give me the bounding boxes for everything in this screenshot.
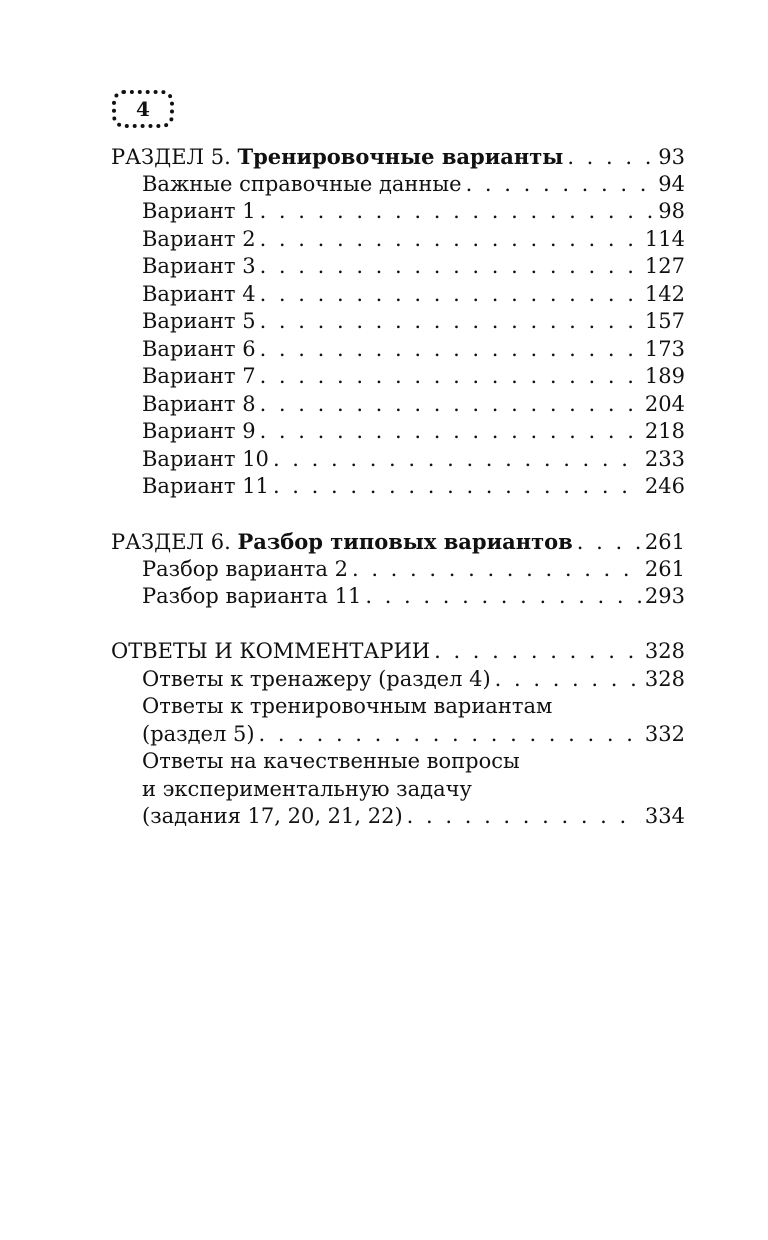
leader-dots: [260, 226, 641, 254]
leader-dots: [260, 391, 641, 419]
leader-dots: [365, 583, 641, 611]
leader-dots: [495, 666, 641, 694]
leader-dots: [260, 308, 641, 336]
toc-item-title: Вариант 1: [142, 199, 256, 223]
toc-page: 233: [644, 446, 685, 471]
toc-item-title: Вариант 5: [142, 309, 256, 333]
toc-item[interactable]: [111, 226, 685, 254]
toc-item-title: Вариант 4: [142, 281, 256, 306]
toc-item-title: Вариант 2: [142, 226, 256, 251]
leader-dots: [260, 281, 641, 309]
toc-item-title: Разбор варианта 11: [142, 584, 362, 608]
toc-page: 218: [644, 419, 685, 443]
leader-dots: [260, 253, 641, 281]
leader-dots: [273, 446, 641, 474]
leader-dots: [352, 556, 641, 584]
toc-item[interactable]: [111, 803, 685, 831]
toc-item[interactable]: [111, 281, 685, 309]
spacer: [111, 611, 685, 639]
toc-section-6[interactable]: [111, 528, 685, 556]
toc-item-title: Вариант 8: [142, 391, 256, 416]
leader-dots: [260, 363, 641, 391]
toc-page: 261: [644, 530, 685, 554]
toc-item-title: Вариант 11: [142, 474, 269, 498]
toc-page: 98: [658, 199, 685, 223]
section-title: Тренировочные варианты: [237, 144, 564, 169]
toc-page: 157: [644, 309, 685, 333]
toc-item[interactable]: [111, 666, 685, 694]
toc-item-title: (задания 17, 20, 21, 22): [142, 804, 403, 828]
toc-item[interactable]: [111, 721, 685, 749]
leader-dots: [260, 418, 641, 446]
leader-dots: [259, 721, 641, 749]
toc-item[interactable]: [111, 556, 685, 584]
leader-dots: [407, 803, 641, 831]
leader-dots: [260, 336, 641, 364]
toc-item-title: Ответы на качественные вопросы: [142, 749, 520, 773]
table-of-contents: [111, 143, 685, 831]
toc-item-title: Вариант 6: [142, 336, 256, 361]
toc-item-title: Вариант 9: [142, 419, 256, 443]
toc-item-line: [111, 748, 685, 776]
toc-page: 114: [644, 226, 685, 251]
toc-page: 189: [644, 364, 685, 388]
toc-section-5[interactable]: [111, 143, 685, 171]
toc-item[interactable]: [111, 446, 685, 474]
page-number: 4: [112, 90, 174, 128]
toc-item[interactable]: [111, 363, 685, 391]
toc-item-line: [111, 776, 685, 804]
section-prefix: РАЗДЕЛ 5.: [111, 145, 231, 169]
leader-dots: [434, 638, 641, 666]
toc-item-title: Вариант 10: [142, 446, 269, 471]
toc-item[interactable]: [111, 336, 685, 364]
toc-item[interactable]: [111, 253, 685, 281]
toc-item[interactable]: [111, 391, 685, 419]
toc-item-title: (раздел 5): [142, 721, 255, 746]
section-prefix: РАЗДЕЛ 6.: [111, 530, 231, 554]
toc-page: 204: [644, 391, 685, 416]
toc-item[interactable]: [111, 308, 685, 336]
toc-item[interactable]: [111, 198, 685, 226]
leader-dots: [273, 473, 641, 501]
leader-dots: [260, 198, 655, 226]
leader-dots: [567, 144, 654, 171]
toc-item[interactable]: [111, 473, 685, 501]
leader-dots: [577, 529, 641, 556]
toc-page: 332: [644, 721, 685, 746]
toc-page: 94: [658, 171, 685, 196]
section-title: Разбор типовых вариантов: [237, 529, 573, 554]
toc-item-title: Вариант 7: [142, 364, 256, 388]
toc-item-title: и экспериментальную задачу: [142, 776, 472, 801]
toc-item-title: Разбор варианта 2: [142, 556, 348, 581]
toc-item-title: Вариант 3: [142, 254, 256, 278]
toc-page: 93: [658, 145, 685, 169]
toc-page: 173: [644, 336, 685, 361]
answers-title: ОТВЕТЫ И КОММЕНТАРИИ: [111, 639, 431, 663]
toc-item[interactable]: [111, 583, 685, 611]
spacer: [111, 501, 685, 529]
toc-item-title: Важные справочные данные: [142, 171, 462, 196]
toc-item-title: Ответы к тренировочным вариантам: [142, 694, 553, 718]
toc-answers[interactable]: [111, 638, 685, 666]
leader-dots: [466, 171, 655, 199]
toc-page: 127: [644, 254, 685, 278]
toc-page: 246: [644, 474, 685, 498]
toc-item-title: Ответы к тренажеру (раздел 4): [142, 666, 491, 691]
toc-item-line: [111, 693, 685, 721]
toc-page: 293: [644, 584, 685, 608]
toc-page: 334: [644, 804, 685, 828]
toc-item[interactable]: [111, 171, 685, 199]
toc-page: 142: [644, 281, 685, 306]
toc-page: 328: [644, 666, 685, 691]
toc-page: 261: [644, 556, 685, 581]
toc-page: 328: [644, 639, 685, 663]
toc-item[interactable]: [111, 418, 685, 446]
